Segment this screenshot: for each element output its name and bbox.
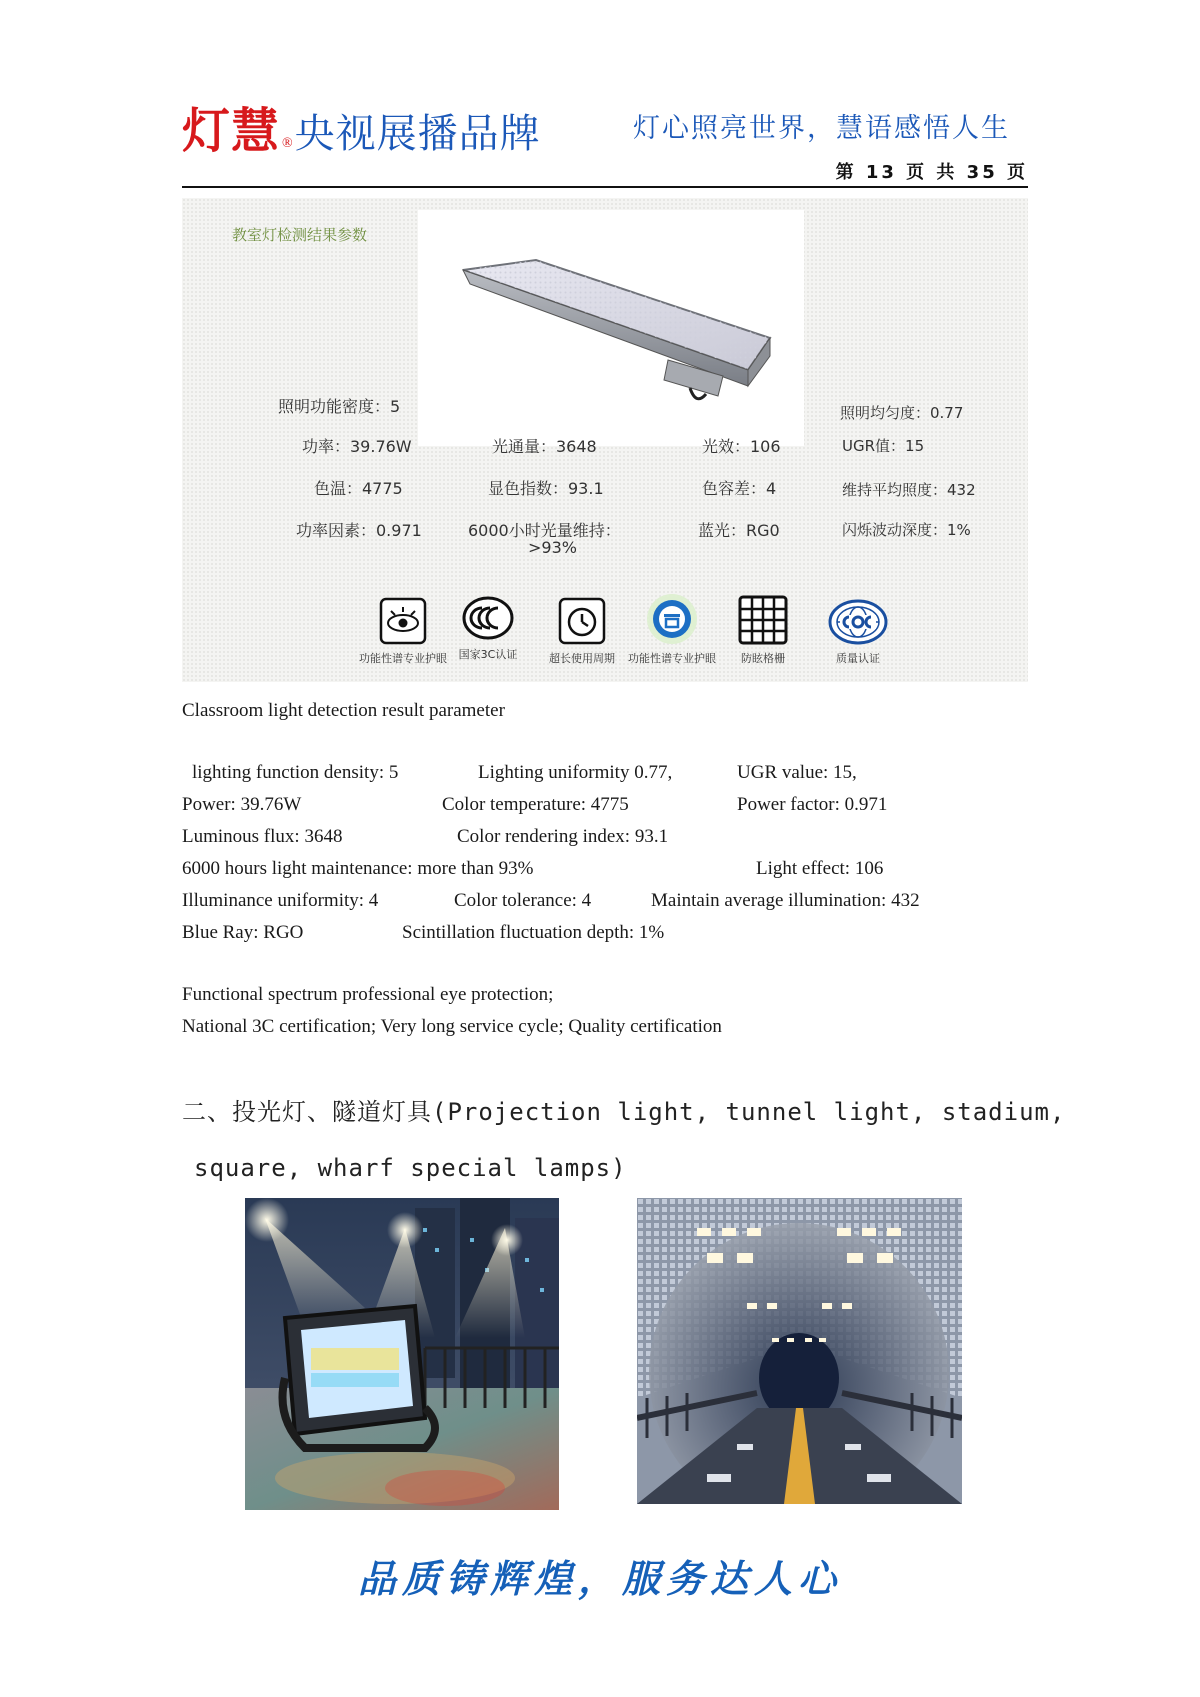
en-flicker: Scintillation fluctuation depth: 1% bbox=[402, 922, 665, 943]
registered-mark: ® bbox=[282, 136, 293, 151]
brand-mark: 灯慧 bbox=[182, 103, 281, 159]
en-blue-ray: Blue Ray: RGO bbox=[182, 922, 304, 943]
en-power-factor: Power factor: 0.971 bbox=[737, 794, 888, 815]
section-2-title: 二、投光灯、隧道灯具(Projection light, tunnel light, stadium, bbox=[182, 1098, 1066, 1126]
spec-maintenance-value: >93% bbox=[528, 538, 577, 557]
en-features-1: Functional spectrum professional eye protection; bbox=[182, 984, 554, 1005]
cert-eye-protection: 功能性谱专业护眼 bbox=[348, 596, 458, 666]
clock-icon bbox=[557, 596, 607, 646]
en-density: lighting function density: 5 bbox=[192, 762, 399, 783]
cert-anti-glare-grid: 防眩格栅 bbox=[708, 594, 818, 666]
brand-logo bbox=[182, 92, 541, 161]
page-number: 第 13 页 共 35 页 bbox=[835, 162, 1028, 183]
en-flux: Luminous flux: 3648 bbox=[182, 826, 343, 847]
spec-tolerance: 色容差：4 bbox=[702, 479, 777, 498]
en-cct: Color temperature: 4775 bbox=[442, 794, 629, 815]
spec-flux: 光通量：3648 bbox=[492, 437, 597, 456]
en-uniformity: Lighting uniformity 0.77, bbox=[478, 762, 673, 783]
brand-text: 央视展播品牌 bbox=[294, 111, 541, 157]
spec-uniformity: 照明均匀度：0.77 bbox=[840, 404, 964, 422]
eye-protect-badge-icon bbox=[645, 592, 699, 646]
panel-title: 教室灯检测结果参数 bbox=[232, 226, 368, 244]
en-features-2: National 3C certification; Very long service cycle; Quality certification bbox=[182, 1016, 722, 1037]
eye-icon bbox=[378, 596, 428, 646]
spec-panel bbox=[182, 198, 1028, 682]
ccc-icon bbox=[461, 594, 515, 642]
spec-efficacy: 光效：106 bbox=[702, 437, 781, 456]
en-light-effect: Light effect: 106 bbox=[756, 858, 884, 879]
floodlight-photo bbox=[245, 1198, 559, 1510]
en-ugr: UGR value: 15, bbox=[737, 762, 857, 783]
en-illuminance-uniformity: Illuminance uniformity: 4 bbox=[182, 890, 379, 911]
cert-3c: 国家3C认证 bbox=[433, 594, 543, 662]
spec-maintenance: 6000小时光量维持： bbox=[468, 521, 621, 540]
header-divider bbox=[182, 186, 1028, 188]
english-caption: Classroom light detection result parameter bbox=[182, 700, 505, 721]
cqc-icon bbox=[827, 598, 889, 646]
spec-bluelight: 蓝光：RG0 bbox=[698, 521, 780, 540]
spec-flicker: 闪烁波动深度：1% bbox=[842, 521, 971, 539]
en-cri: Color rendering index: 93.1 bbox=[457, 826, 669, 847]
classroom-light-illustration bbox=[418, 210, 804, 446]
product-image bbox=[418, 210, 804, 446]
en-color-tolerance: Color tolerance: 4 bbox=[454, 890, 592, 911]
en-maintain-illumination: Maintain average illumination: 432 bbox=[651, 890, 920, 911]
en-power: Power: 39.76W bbox=[182, 794, 302, 815]
cert-long-life: 超长使用周期 bbox=[527, 596, 637, 666]
page-header bbox=[182, 92, 1028, 188]
grid-icon bbox=[737, 594, 789, 646]
footer-slogan: 品质铸辉煌，服务达人心 bbox=[357, 1557, 842, 1601]
spec-power: 功率：39.76W bbox=[302, 437, 412, 456]
spec-cri: 显色指数：93.1 bbox=[488, 479, 604, 498]
tunnel-light-photo bbox=[637, 1198, 962, 1504]
en-maintenance: 6000 hours light maintenance: more than 93% bbox=[182, 858, 534, 879]
spec-cct: 色温：4775 bbox=[314, 479, 403, 498]
spec-density: 照明功能密度：5 bbox=[278, 397, 401, 416]
spec-maintain-illum: 维持平均照度：432 bbox=[842, 481, 976, 499]
cert-eye-protect-badge: 功能性谱专业护眼 bbox=[617, 592, 727, 666]
cert-cqc: 质量认证 bbox=[803, 598, 913, 666]
header-slogan: 灯心照亮世界，慧语感悟人生 bbox=[633, 113, 1010, 144]
spec-power-factor: 功率因素：0.971 bbox=[296, 521, 422, 540]
spec-ugr: UGR值：15 bbox=[842, 437, 925, 455]
section-2-title-cont: square, wharf special lamps) bbox=[194, 1154, 627, 1182]
